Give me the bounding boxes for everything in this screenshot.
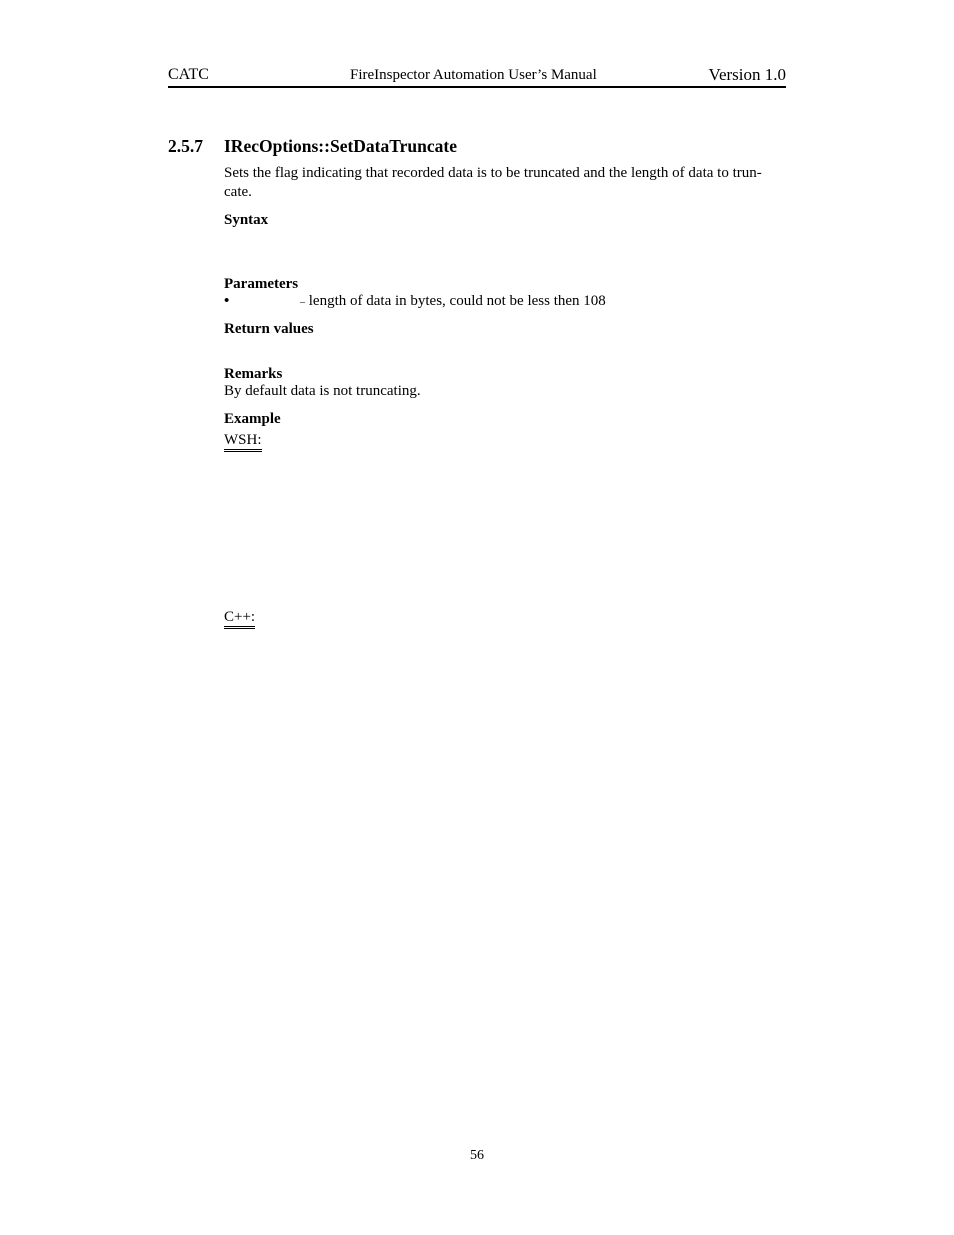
header-company: CATC xyxy=(168,66,209,83)
syntax-heading: Syntax xyxy=(224,212,269,228)
remarks-heading: Remarks xyxy=(224,366,283,382)
section-heading xyxy=(168,136,457,156)
bullet-icon: • xyxy=(224,293,230,309)
section-description: Sets the flag indicating that recorded data is to be truncated and the length of data to trun-cate. xyxy=(224,165,762,200)
section-title: IRecOptions::SetDataTruncate xyxy=(224,136,457,156)
remarks-text: By default data is not truncating. xyxy=(224,383,421,399)
page-number: 56 xyxy=(470,1148,484,1163)
parameter-item xyxy=(224,292,786,312)
parameters-heading: Parameters xyxy=(224,276,299,292)
return-values-heading: Return values xyxy=(224,321,314,337)
header-title: FireInspector Automation User’s Manual xyxy=(350,67,597,83)
cpp-example-label: C++: xyxy=(224,609,255,629)
header-version: Version 1.0 xyxy=(708,65,786,84)
dash-separator: – xyxy=(300,297,305,308)
page-header xyxy=(168,64,786,88)
section-number: 2.5.7 xyxy=(168,136,203,156)
wsh-example-label: WSH: xyxy=(224,432,262,452)
example-heading: Example xyxy=(224,411,281,427)
parameter-description: length of data in bytes, could not be less then 108 xyxy=(308,293,606,309)
